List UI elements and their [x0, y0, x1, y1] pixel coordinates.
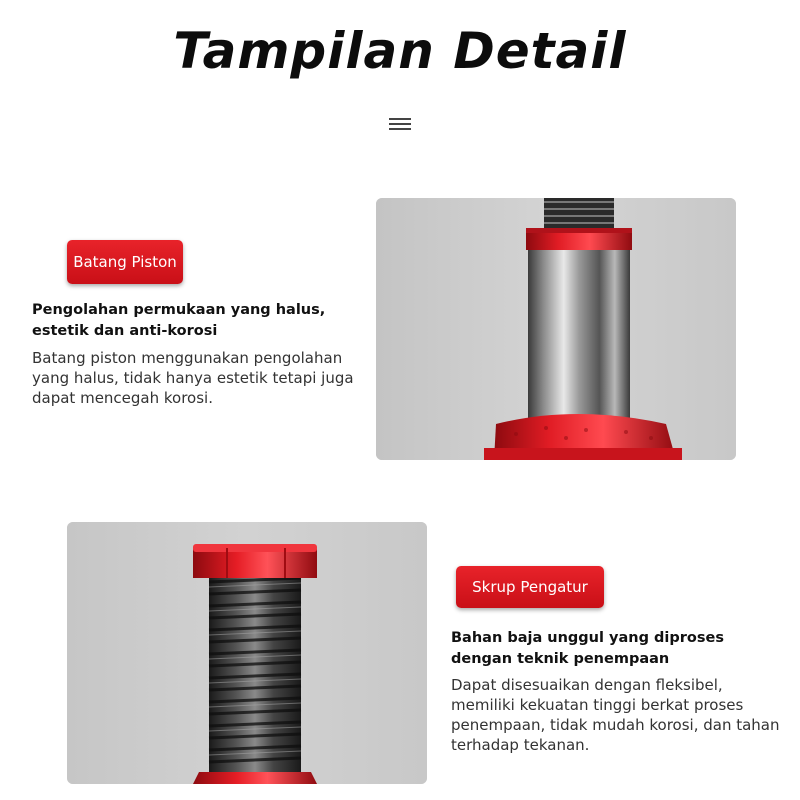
page-title: Tampilan Detail	[173, 22, 627, 80]
section-heading-piston-rod: Pengolahan permukaan yang halus, estetik dan anti-korosi	[32, 302, 326, 339]
piston-rod-photo	[376, 198, 736, 460]
badge-adjusting-screw: Skrup Pengatur	[456, 566, 604, 608]
section-body-adjusting-screw: Dapat disesuaikan dengan fleksibel, memiliki kekuatan tinggi berkat proses penempaan, tidak mudah korosi, dan tahan terhadap tekanan.	[451, 676, 780, 754]
adjusting-screw-photo	[67, 522, 427, 784]
section-body-piston-rod: Batang piston menggunakan pengolahan yang halus, tidak hanya estetik tetapi juga dapat mencegah korosi.	[32, 349, 354, 407]
section-heading-adjusting-screw: Bahan baja unggul yang diproses dengan teknik penempaan	[451, 630, 724, 667]
badge-piston-rod: Batang Piston	[67, 240, 183, 284]
hamburger-icon[interactable]	[389, 118, 411, 130]
